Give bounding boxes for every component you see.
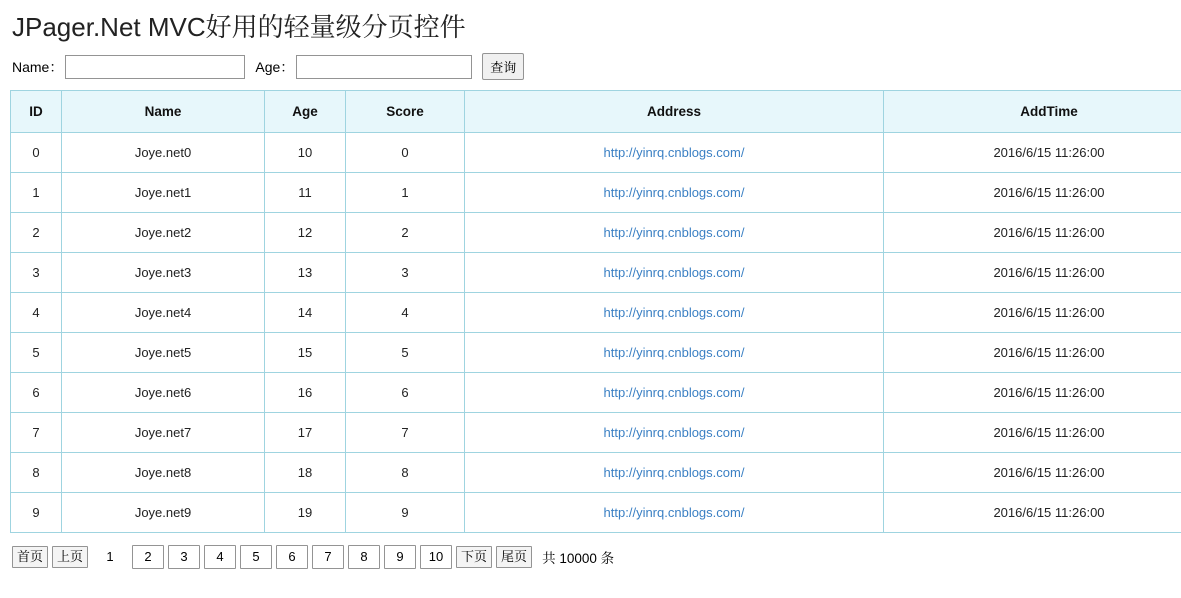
pager-page-button[interactable]: 10 xyxy=(420,545,452,569)
address-link[interactable]: http://yinrq.cnblogs.com/ xyxy=(603,225,745,241)
cell-address xyxy=(465,453,884,493)
address-link[interactable]: http://yinrq.cnblogs.com/ xyxy=(603,385,745,401)
cell-score: 4 xyxy=(346,293,465,333)
cell-score: 2 xyxy=(346,213,465,253)
cell-id: 9 xyxy=(11,493,62,533)
address-link[interactable]: http://yinrq.cnblogs.com/ xyxy=(603,465,745,481)
pager-page-button[interactable]: 5 xyxy=(240,545,272,569)
address-link[interactable]: http://yinrq.cnblogs.com/ xyxy=(603,425,745,441)
cell-age: 17 xyxy=(265,413,346,453)
cell-age: 12 xyxy=(265,213,346,253)
cell-addtime: 2016/6/15 11:26:00 xyxy=(884,453,1181,493)
search-button[interactable]: 查询 xyxy=(482,53,524,80)
table-body xyxy=(11,133,1181,533)
cell-score: 8 xyxy=(346,453,465,493)
cell-age: 14 xyxy=(265,293,346,333)
cell-addtime: 2016/6/15 11:26:00 xyxy=(884,253,1181,293)
pager-prev-button[interactable]: 上页 xyxy=(52,546,88,568)
table-row xyxy=(11,213,1181,253)
cell-address xyxy=(465,173,884,213)
table-row xyxy=(11,333,1181,373)
column-header-address: Address xyxy=(465,91,884,133)
cell-score: 1 xyxy=(346,173,465,213)
cell-score: 9 xyxy=(346,493,465,533)
cell-id: 6 xyxy=(11,373,62,413)
cell-id: 1 xyxy=(11,173,62,213)
table-header-row xyxy=(11,91,1181,133)
cell-age: 13 xyxy=(265,253,346,293)
cell-score: 3 xyxy=(346,253,465,293)
age-input[interactable] xyxy=(296,55,472,79)
cell-address xyxy=(465,253,884,293)
cell-addtime: 2016/6/15 11:26:00 xyxy=(884,173,1181,213)
column-header-name: Name xyxy=(62,91,265,133)
cell-name: Joye.net1 xyxy=(62,173,265,213)
cell-name: Joye.net3 xyxy=(62,253,265,293)
address-link[interactable]: http://yinrq.cnblogs.com/ xyxy=(603,505,745,521)
cell-name: Joye.net9 xyxy=(62,493,265,533)
name-label: Name： xyxy=(12,58,64,75)
cell-name: Joye.net0 xyxy=(62,133,265,173)
cell-score: 6 xyxy=(346,373,465,413)
pager-page-button[interactable]: 4 xyxy=(204,545,236,569)
cell-id: 0 xyxy=(11,133,62,173)
cell-age: 10 xyxy=(265,133,346,173)
address-link[interactable]: http://yinrq.cnblogs.com/ xyxy=(603,345,745,361)
address-link[interactable]: http://yinrq.cnblogs.com/ xyxy=(603,145,745,161)
column-header-score: Score xyxy=(346,91,465,133)
column-header-id: ID xyxy=(11,91,62,133)
pager-total-count: 共 10000 条 xyxy=(542,551,615,567)
pagination xyxy=(12,545,1171,569)
table-row xyxy=(11,413,1181,453)
cell-name: Joye.net7 xyxy=(62,413,265,453)
cell-id: 4 xyxy=(11,293,62,333)
age-label: Age： xyxy=(255,58,295,75)
pager-last-button[interactable]: 尾页 xyxy=(496,546,532,568)
data-table xyxy=(10,90,1181,533)
table-row xyxy=(11,293,1181,333)
cell-address xyxy=(465,333,884,373)
column-header-addtime: AddTime xyxy=(884,91,1181,133)
name-input[interactable] xyxy=(65,55,245,79)
cell-address xyxy=(465,133,884,173)
address-link[interactable]: http://yinrq.cnblogs.com/ xyxy=(603,305,745,321)
pager-page-button[interactable]: 3 xyxy=(168,545,200,569)
table-row xyxy=(11,493,1181,533)
cell-addtime: 2016/6/15 11:26:00 xyxy=(884,373,1181,413)
pager-first-button[interactable]: 首页 xyxy=(12,546,48,568)
cell-addtime: 2016/6/15 11:26:00 xyxy=(884,133,1181,173)
pager-current-page: 1 xyxy=(106,549,114,565)
table-row xyxy=(11,253,1181,293)
cell-name: Joye.net4 xyxy=(62,293,265,333)
page-title: JPager.Net MVC好用的轻量级分页控件 xyxy=(12,12,466,42)
cell-addtime: 2016/6/15 11:26:00 xyxy=(884,213,1181,253)
cell-id: 3 xyxy=(11,253,62,293)
filter-bar xyxy=(12,53,1171,80)
cell-score: 5 xyxy=(346,333,465,373)
pager-next-button[interactable]: 下页 xyxy=(456,546,492,568)
cell-id: 5 xyxy=(11,333,62,373)
table-row xyxy=(11,453,1181,493)
cell-name: Joye.net6 xyxy=(62,373,265,413)
cell-addtime: 2016/6/15 11:26:00 xyxy=(884,293,1181,333)
cell-age: 18 xyxy=(265,453,346,493)
cell-id: 7 xyxy=(11,413,62,453)
table-row xyxy=(11,373,1181,413)
cell-address xyxy=(465,413,884,453)
address-link[interactable]: http://yinrq.cnblogs.com/ xyxy=(603,185,745,201)
cell-addtime: 2016/6/15 11:26:00 xyxy=(884,333,1181,373)
cell-age: 19 xyxy=(265,493,346,533)
cell-id: 2 xyxy=(11,213,62,253)
cell-name: Joye.net8 xyxy=(62,453,265,493)
cell-address xyxy=(465,493,884,533)
cell-address xyxy=(465,293,884,333)
pager-page-button[interactable]: 7 xyxy=(312,545,344,569)
table-row xyxy=(11,173,1181,213)
cell-address xyxy=(465,373,884,413)
pager-number-list xyxy=(92,545,452,569)
pager-page-button[interactable]: 6 xyxy=(276,545,308,569)
pager-page-button[interactable]: 9 xyxy=(384,545,416,569)
cell-addtime: 2016/6/15 11:26:00 xyxy=(884,493,1181,533)
cell-id: 8 xyxy=(11,453,62,493)
cell-score: 7 xyxy=(346,413,465,453)
cell-name: Joye.net5 xyxy=(62,333,265,373)
cell-age: 16 xyxy=(265,373,346,413)
pager-page-button[interactable]: 2 xyxy=(132,545,164,569)
cell-address xyxy=(465,213,884,253)
table-row xyxy=(11,133,1181,173)
cell-age: 15 xyxy=(265,333,346,373)
cell-name: Joye.net2 xyxy=(62,213,265,253)
cell-score: 0 xyxy=(346,133,465,173)
column-header-age: Age xyxy=(265,91,346,133)
cell-age: 11 xyxy=(265,173,346,213)
pager-page-button[interactable]: 8 xyxy=(348,545,380,569)
cell-addtime: 2016/6/15 11:26:00 xyxy=(884,413,1181,453)
address-link[interactable]: http://yinrq.cnblogs.com/ xyxy=(603,265,745,281)
